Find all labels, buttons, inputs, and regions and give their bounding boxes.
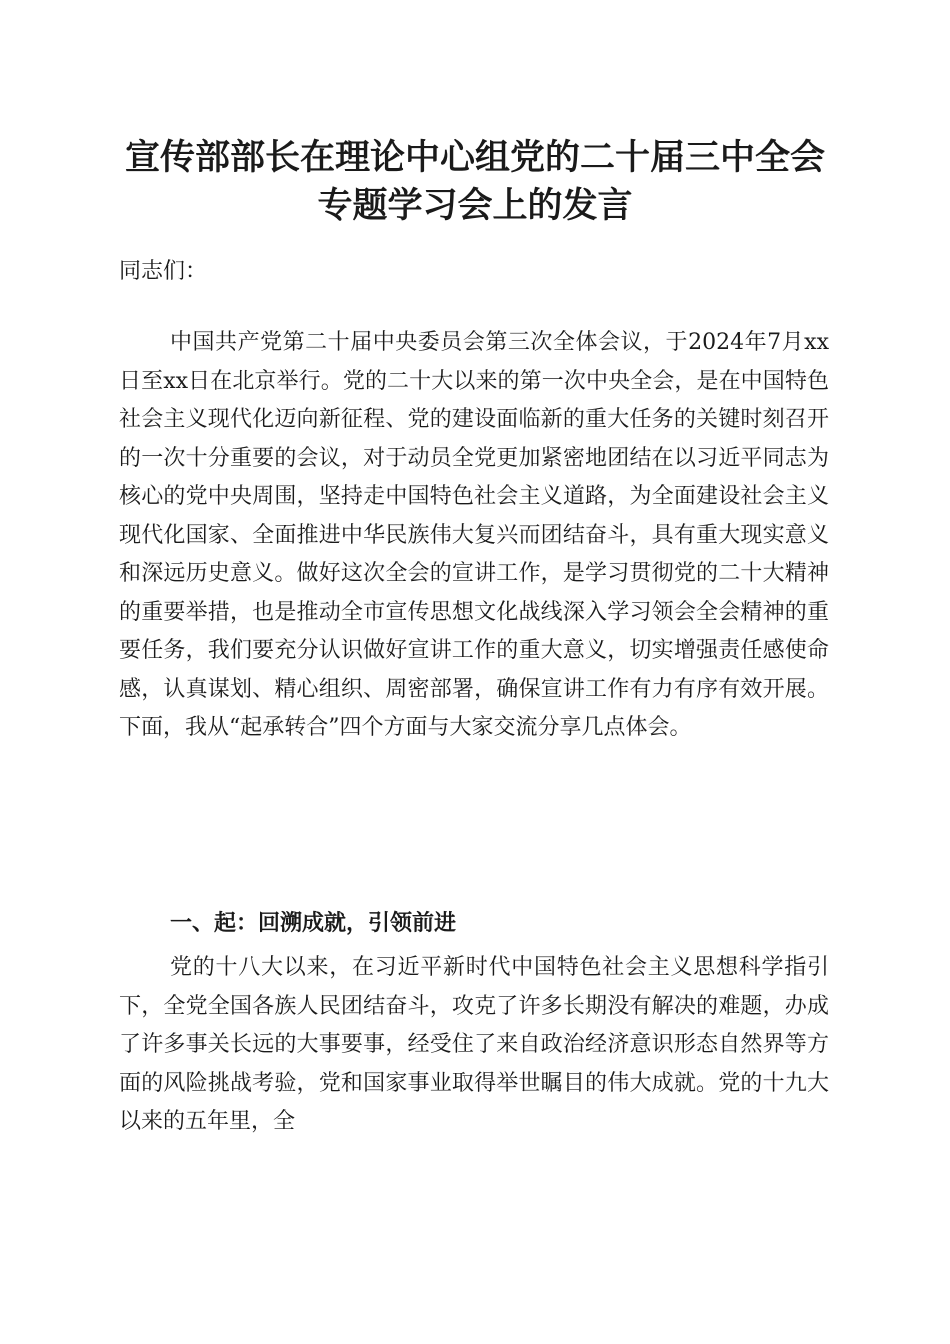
paragraph-2: 党的十八大以来，在习近平新时代中国特色社会主义思想科学指引下，全党全国各族人民团结奋斗，攻克了许多长期没有解决的难题，办成了许多事关长远的大事要事，经受住了来自政治经济意识形态自然界等方面的风险挑战考验，党和国家事业取得举世瞩目的伟大成就。党的十九大以来的五年里，全 — [119, 955, 829, 1134]
section-heading-1: 一、起：回溯成就，引领前进 — [170, 911, 457, 936]
paragraph-1: 中国共产党第二十届中央委员会第三次全体会议，于2024年7月xx日至xx日在北京举行。党的二十大以来的第一次中央全会，是在中国特色社会主义现代化迈向新征程、党的建设面临新的重大任务的关键时刻召开的一次十分重要的会议，对于动员全党更加紧密地团结在以习近平同志为核心的党中央周围，坚持走中国特色社会主义道路，为全面建设社会主义现代化国家、全面推进中华民族伟大复兴而团结奋斗，具有重大现实意义和深远历史意义。做好这次全会的宣讲工作，是学习贯彻党的二十大精神的重要举措，也是推动全市宣传思想文化战线深入学习领会全会精神的重要任务，我们要充分认识做好宣讲工作的重大意义，切实增强责任感使命感，认真谋划、精心组织、周密部署，确保宣讲工作有力有序有效开展。下面，我从“起承转合”四个方面与大家交流分享几点体会。 — [119, 330, 829, 740]
salutation: 同志们： — [119, 259, 208, 284]
document-title-line-2: 专题学习会上的发言 — [317, 185, 633, 226]
document-title-line-1: 宣传部部长在理论中心组党的二十届三中全会 — [124, 137, 825, 178]
